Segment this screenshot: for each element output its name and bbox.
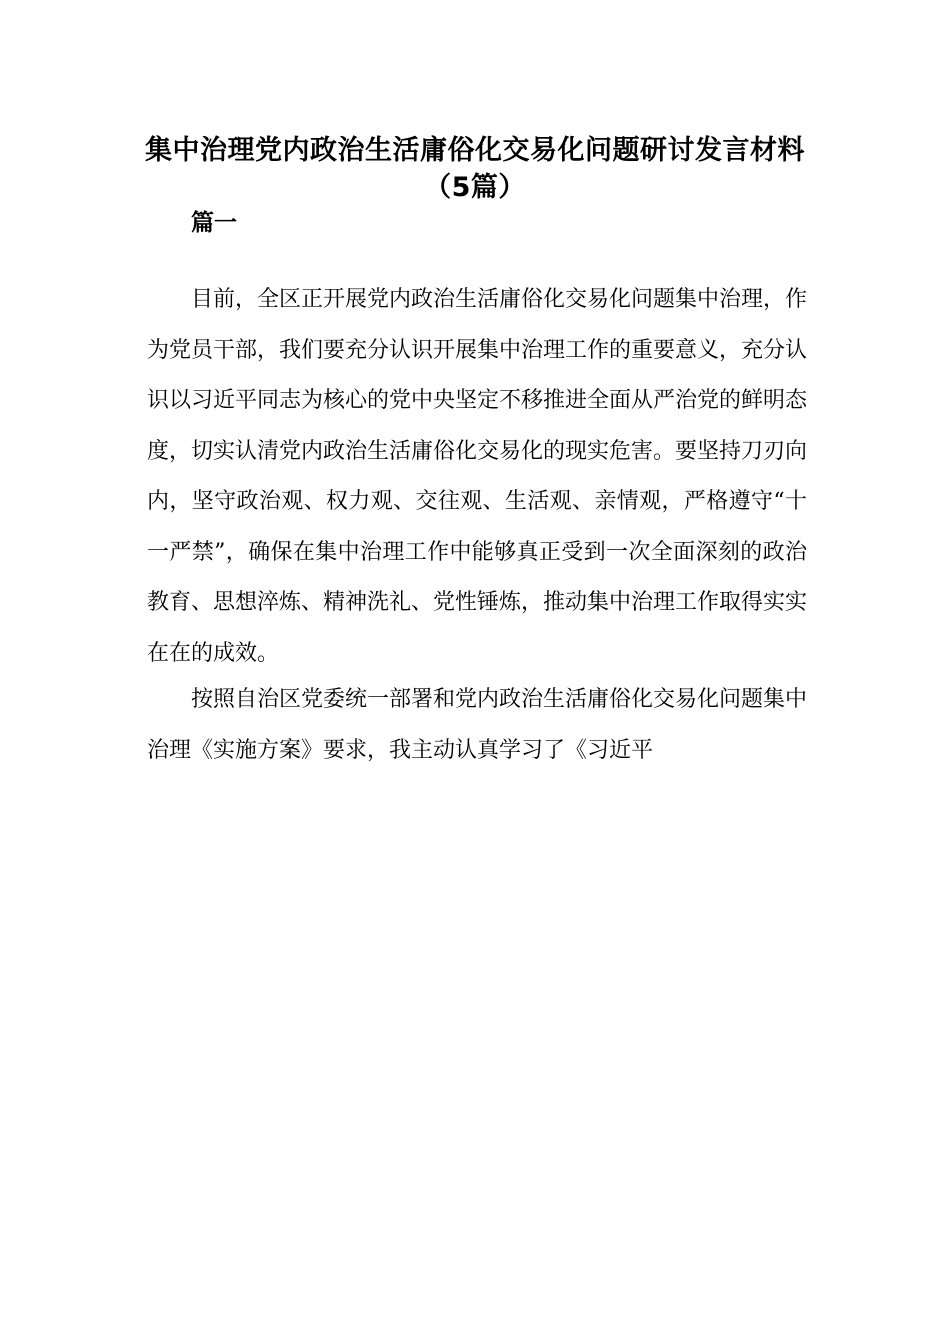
section-heading: 篇一 xyxy=(191,210,237,236)
document-title: 集中治理党内政治生活庸俗化交易化问题研讨发言材料 xyxy=(145,135,805,166)
document-subtitle: （5篇） xyxy=(424,172,526,203)
body-paragraph-1: 目前，全区正开展党内政治生活庸俗化交易化问题集中治理，作为党员干部，我们要充分认识开展集中治理工作的重要意义，充分认识以习近平同志为核心的党中央坚定不移推进全面从严治党的鲜明态度，切实认清党内政治生活庸俗化交易化的现实危害。要坚持刀刃向内，坚守政治观、权力观、交往观、生活观、亲情观，严格遵守“十一严禁”，确保在集中治理工作中能够真正受到一次全面深刻的政治教育、思想淬炼、精神洗礼、党性锤炼，推动集中治理工作取得实实在在的成效。 xyxy=(147,287,808,666)
body-paragraph-2: 按照自治区党委统一部署和党内政治生活庸俗化交易化问题集中治理《实施方案》要求，我主动认真学习了《习近平 xyxy=(147,687,808,763)
